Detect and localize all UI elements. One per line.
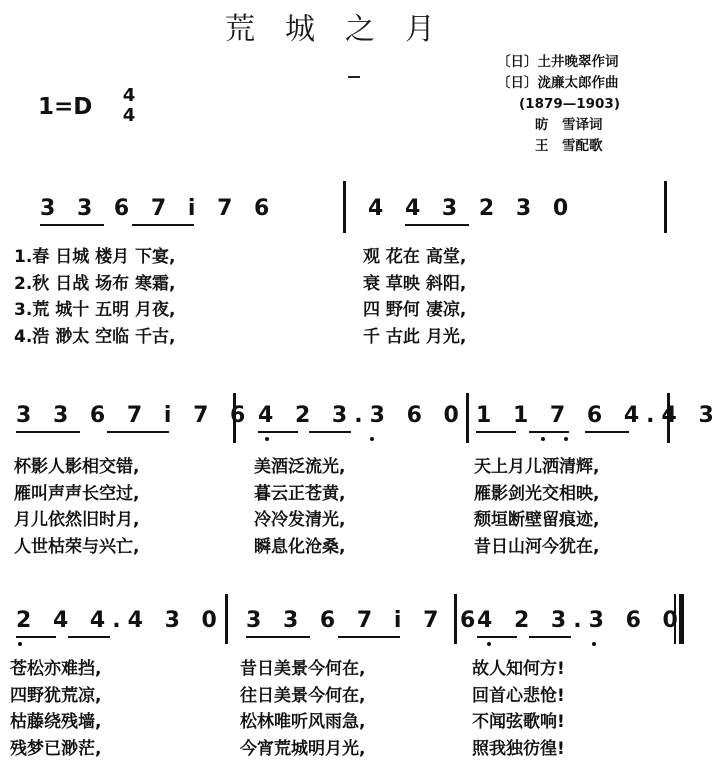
measure-notes: 3 3 6 7 i 7 6 xyxy=(40,196,277,221)
lyric-line: 衰 草映 斜阳, xyxy=(363,273,467,294)
lyric-line: 四 野何 凄凉, xyxy=(363,300,467,320)
lyrics-column xyxy=(474,454,599,560)
measure-notes: 4 2 3.3 6 0 xyxy=(258,403,466,428)
low-octave-dot xyxy=(370,437,374,441)
lyrics-column xyxy=(10,656,101,762)
low-octave-dot xyxy=(592,642,596,646)
song-title: 荒城之月 xyxy=(225,12,465,47)
lyric-line: 昔日山河今犹在, xyxy=(474,536,600,557)
lyric-line: 回首心悲怆! xyxy=(472,685,565,706)
lyrics-column xyxy=(472,656,565,762)
beam-line xyxy=(476,431,516,433)
lyric-line: 昔日美景今何在, xyxy=(240,659,366,679)
lyric-line: 暮云正苍黄, xyxy=(254,483,346,504)
lyric-line: 苍松亦难挡, xyxy=(10,659,102,679)
barline xyxy=(343,181,346,233)
beam-line xyxy=(132,224,194,226)
time-signature xyxy=(120,86,138,126)
lyric-line: 照我独彷徨! xyxy=(472,738,565,759)
composer-years: (1879—1903) xyxy=(519,96,620,112)
beam-line xyxy=(309,431,351,433)
lyrics-column xyxy=(363,244,466,350)
low-octave-dot xyxy=(18,642,22,646)
translator-credit: 昉 雪译词 xyxy=(535,117,603,133)
lyrics-column xyxy=(240,656,365,762)
lyric-line: 美酒泛流光, xyxy=(254,457,346,477)
beam-line xyxy=(16,431,80,433)
lyric-line: 月儿依然旧时月, xyxy=(14,510,140,530)
measure-notes: 1 1 7 6 4.4 3 xyxy=(476,403,721,428)
low-octave-dot xyxy=(487,642,491,646)
time-signature-bottom: 4 xyxy=(122,105,136,126)
divider-dash xyxy=(348,76,360,78)
lyric-line: 故人知何方! xyxy=(472,659,565,679)
measure-notes: 4 4 3 2 3 0 xyxy=(368,196,576,221)
lyric-line: 3.荒 城十 五明 月夜, xyxy=(14,300,176,320)
beam-line xyxy=(107,431,169,433)
lyric-line: 不闻弦歌响! xyxy=(472,712,565,732)
beam-line xyxy=(258,431,298,433)
lyric-line: 人世枯荣与兴亡, xyxy=(14,536,140,557)
lyric-line: 枯藤绕残墙, xyxy=(10,712,102,732)
lyric-line: 观 花在 高堂, xyxy=(363,247,467,267)
beam-line xyxy=(246,636,310,638)
arranger-credit: 王 雪配歌 xyxy=(535,138,603,154)
lyric-line: 冷冷发清光, xyxy=(254,510,346,530)
beam-line xyxy=(529,431,569,433)
low-octave-dot xyxy=(265,437,269,441)
lyric-line: 雁影剑光交相映, xyxy=(474,483,600,504)
measure-notes: 2 4 4.4 3 0 xyxy=(16,608,224,633)
lyric-line: 2.秋 日战 场布 寒霜, xyxy=(14,273,176,294)
lyrics-column xyxy=(254,454,345,560)
lyric-line: 1.春 日城 楼月 下宴, xyxy=(14,247,176,267)
credits xyxy=(497,52,620,157)
time-signature-top: 4 xyxy=(122,85,136,106)
beam-line xyxy=(68,636,110,638)
measure-notes: 3 3 6 7 i 7 6 xyxy=(246,608,483,633)
beam-line xyxy=(585,431,629,433)
lyric-line: 杯影人影相交错, xyxy=(14,457,140,477)
beam-line xyxy=(338,636,400,638)
measure-notes: 4 2 3.3 6 0 xyxy=(477,608,685,633)
lyric-line: 今宵荒城明月光, xyxy=(240,738,366,759)
low-octave-dot xyxy=(564,437,568,441)
beam-line xyxy=(477,636,517,638)
lyrics-column xyxy=(14,454,139,560)
lyric-line: 千 古此 月光, xyxy=(363,326,467,347)
barline xyxy=(466,393,469,443)
lyric-line: 往日美景今何在, xyxy=(240,685,366,706)
lyric-line: 松林唯听风雨急, xyxy=(240,712,366,732)
lyric-line: 天上月儿洒清辉, xyxy=(474,457,600,477)
low-octave-dot xyxy=(541,437,545,441)
barline xyxy=(225,594,228,644)
barline xyxy=(664,181,667,233)
beam-line xyxy=(40,224,104,226)
lyric-line: 颓垣断壁留痕迹, xyxy=(474,510,600,530)
lyric-line: 4.浩 渺太 空临 千古, xyxy=(14,326,176,347)
lyric-line: 雁叫声声长空过, xyxy=(14,483,140,504)
lyric-line: 残梦已渺茫, xyxy=(10,738,102,759)
measure-notes: 3 3 6 7 i 7 6 xyxy=(16,403,253,428)
composer-credit: 〔日〕泷廉太郎作曲 xyxy=(497,75,619,91)
beam-line xyxy=(16,636,56,638)
beam-line xyxy=(529,636,571,638)
lyric-line: 瞬息化沧桑, xyxy=(254,536,346,557)
lyricist-credit: 〔日〕土井晚翠作词 xyxy=(497,54,619,70)
key-signature: 1=D xyxy=(38,94,93,120)
beam-line xyxy=(405,224,469,226)
lyric-line: 四野犹荒凉, xyxy=(10,685,102,706)
lyrics-column xyxy=(14,244,176,350)
